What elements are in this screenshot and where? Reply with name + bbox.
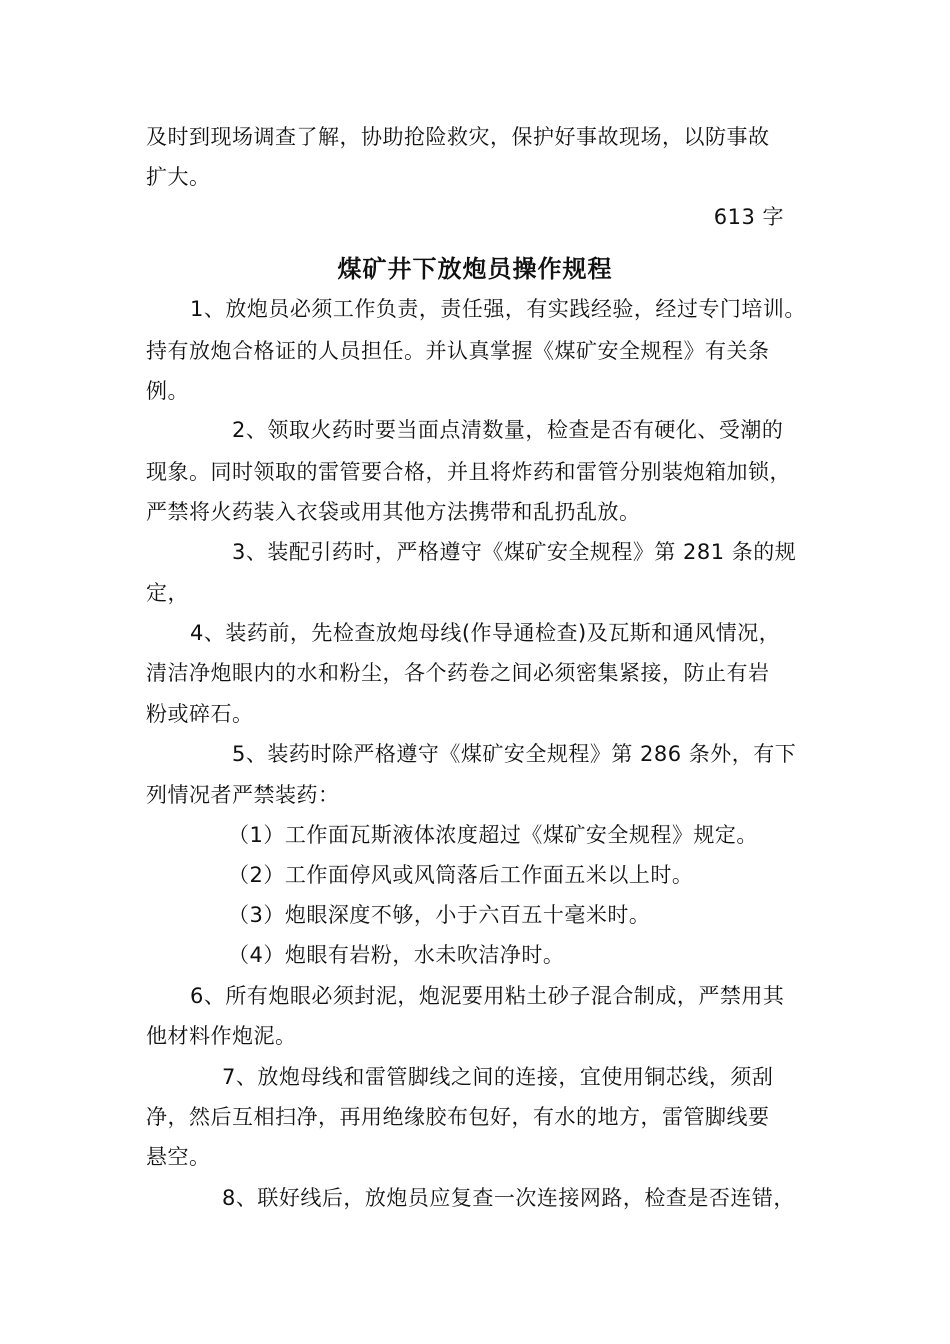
para-8-line-1: 8、联好线后，放炮员应复查一次连接网路，检查是否连错， [222, 1186, 795, 1210]
para-4-line-2: 清洁净炮眼内的水和粉尘，各个药卷之间必须密集紧接，防止有岩 [146, 661, 770, 685]
para-6-line-2: 他材料作炮泥。 [146, 1024, 297, 1048]
para-7-line-3: 悬空。 [146, 1145, 211, 1169]
para-5-line-2: 列情况者严禁装药： [146, 783, 340, 807]
para-1-line-3: 例。 [146, 379, 189, 403]
document-title: 煤矿井下放炮员操作规程 [337, 255, 613, 283]
para-3-line-1: 3、装配引药时，严格遵守《煤矿安全规程》第 281 条的规 [232, 540, 797, 564]
condition-item-1: （1）工作面瓦斯液体浓度超过《煤矿安全规程》规定。 [228, 823, 758, 847]
para-5-line-1: 5、装药时除严格遵守《煤矿安全规程》第 286 条外，有下 [232, 742, 797, 766]
para-7-line-2: 净，然后互相扫净，再用绝缘胶布包好，有水的地方，雷管脚线要 [146, 1105, 770, 1129]
para-2-line-1: 2、领取火药时要当面点清数量，检查是否有硬化、受潮的 [232, 418, 784, 442]
word-count: 613 字 [713, 205, 784, 229]
condition-item-3: （3）炮眼深度不够，小于六百五十毫米时。 [228, 903, 651, 927]
para-3-line-2: 定， [146, 581, 189, 605]
condition-item-4: （4）炮眼有岩粉，水未吹洁净时。 [228, 943, 565, 967]
condition-item-2: （2）工作面停风或风筒落后工作面五米以上时。 [228, 863, 694, 887]
para-4-line-3: 粉或碎石。 [146, 702, 254, 726]
para-4-line-1: 4、装药前，先检查放炮母线(作导通检查)及瓦斯和通风情况， [190, 621, 781, 645]
para-1-line-2: 持有放炮合格证的人员担任。并认真掌握《煤矿安全规程》有关条 [146, 339, 770, 363]
prev-section-line-1: 及时到现场调查了解，协助抢险救灾，保护好事故现场，以防事故 [146, 125, 770, 149]
para-2-line-3: 严禁将火药装入衣袋或用其他方法携带和乱扔乱放。 [146, 500, 641, 524]
para-6-line-1: 6、所有炮眼必须封泥，炮泥要用粘土砂子混合制成，严禁用其 [190, 984, 785, 1008]
prev-section-line-2: 扩大。 [146, 165, 211, 189]
para-2-line-2: 现象。同时领取的雷管要合格，并且将炸药和雷管分别装炮箱加锁， [146, 460, 791, 484]
para-1-line-1: 1、放炮员必须工作负责，责任强，有实践经验，经过专门培训。 [190, 297, 806, 321]
para-7-line-1: 7、放炮母线和雷管脚线之间的连接，宜使用铜芯线，须刮 [222, 1065, 774, 1089]
